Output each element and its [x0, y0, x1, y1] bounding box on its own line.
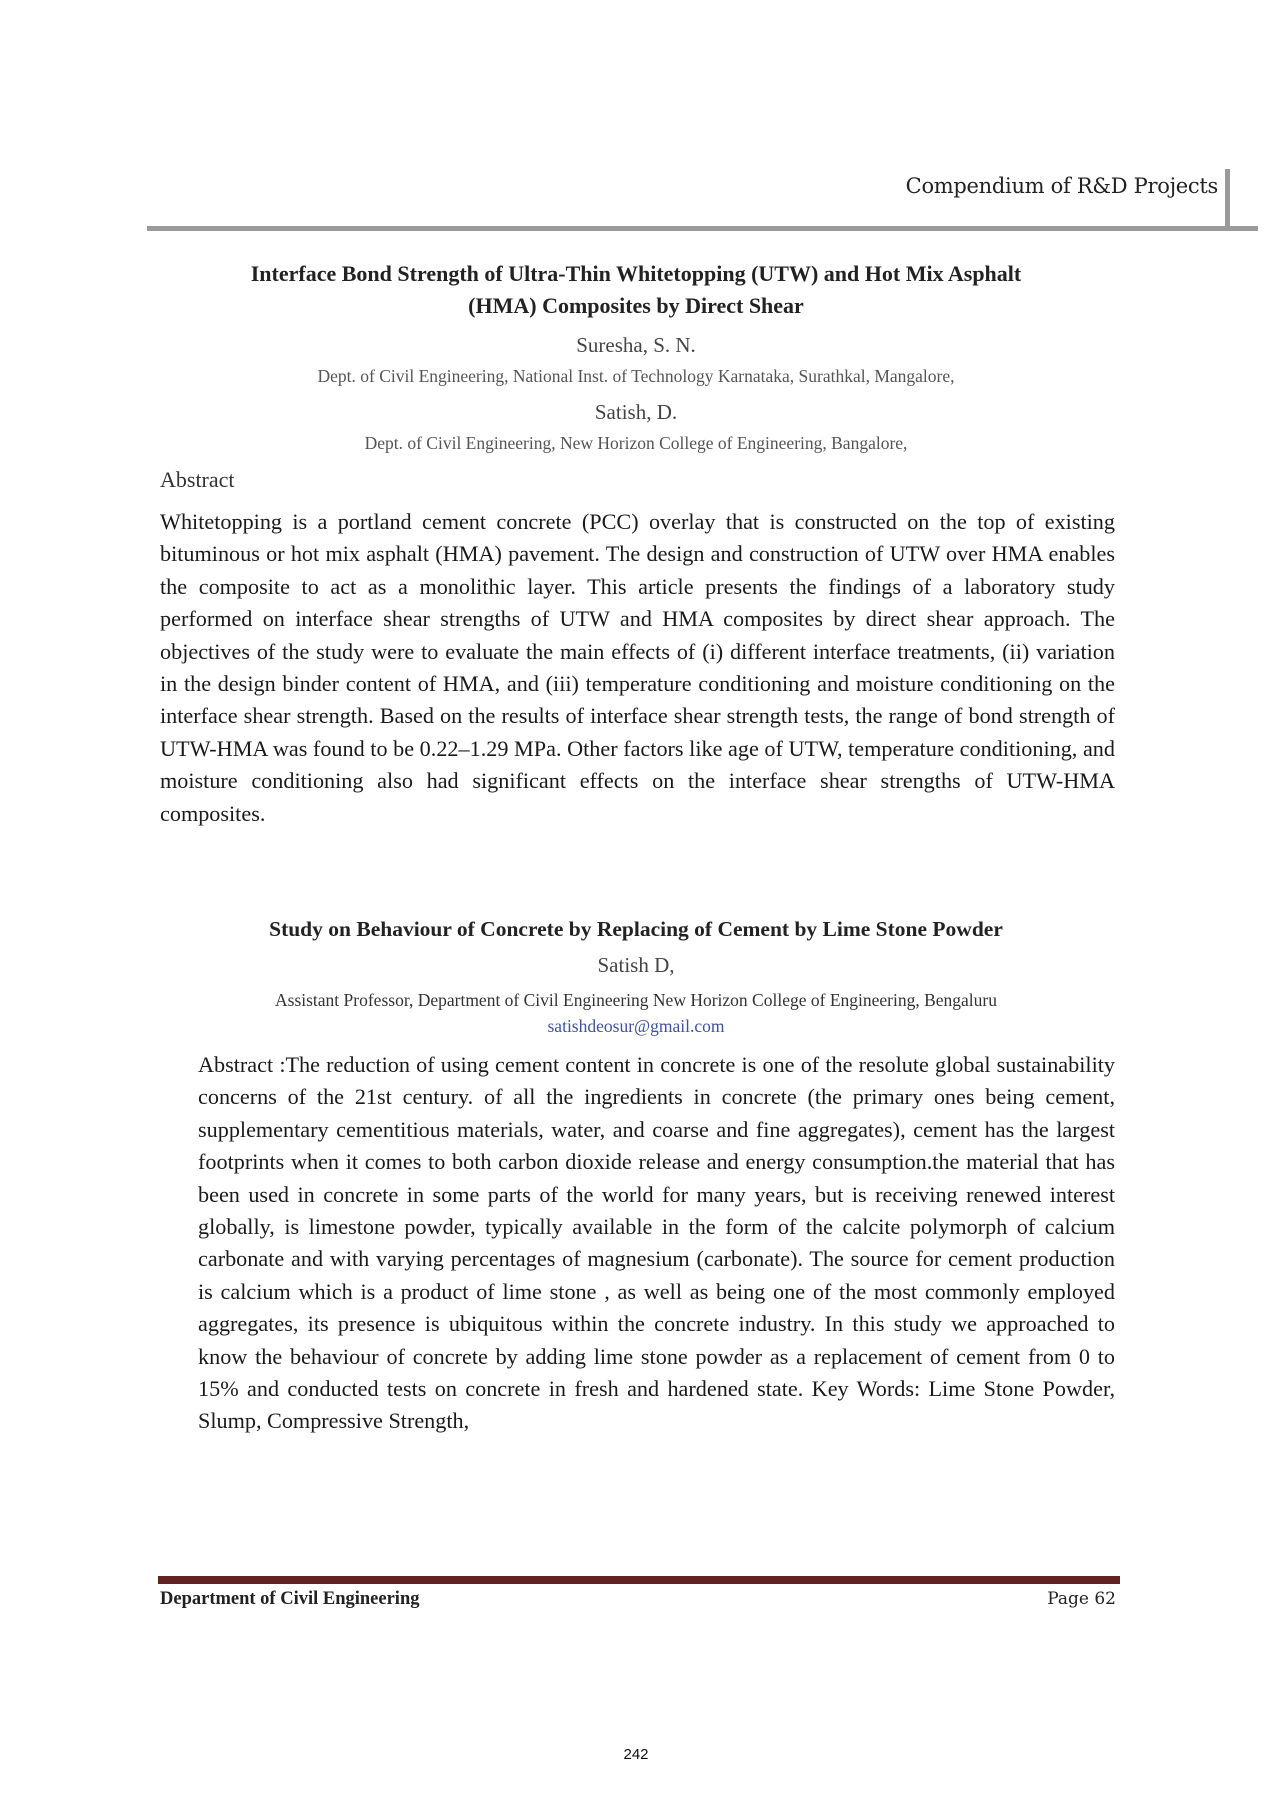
article-2-email-link[interactable]: satishdeosur@gmail.com: [547, 1016, 725, 1036]
article-1-author-2: Satish, D.: [594, 400, 678, 424]
footer-rule: [158, 1576, 1120, 1584]
running-header-title: Compendium of R&D Projects: [905, 174, 1218, 198]
article-1-affiliation-1: Dept. of Civil Engineering, National Inst. of Technology Karnataka, Surathkal, Mangalore,: [317, 366, 955, 386]
header-vertical-rule: [1225, 169, 1230, 231]
article-1-title-line-2: (HMA) Composites by Direct Shear: [468, 293, 804, 318]
article-1-title: [0, 258, 1272, 322]
header-rule: [147, 226, 1258, 231]
article-1-abstract-body: Whitetopping is a portland cement concrete (PCC) overlay that is constructed on the top of existing bituminous or hot mix asphalt (HMA) pavement. The design and construction of UTW over HMA enables the composite to act as a monolithic layer. This article presents the findings of a laboratory study performed on interface shear strengths of UTW and HMA composites by direct shear approach. The objectives of the study were to evaluate the main effects of (i) different interface treatments, (ii) variation in the design binder content of HMA, and (iii) temperature conditioning and moisture conditioning on the interface shear strength. Based on the results of interface shear strength tests, the range of bond strength of UTW-HMA was found to be 0.22–1.29 MPa. Other factors like age of UTW, temperature conditioning, and moisture conditioning also had significant effects on the interface shear strengths of UTW-HMA composites.: [160, 509, 1115, 826]
article-2-author: Satish D,: [597, 953, 675, 977]
article-1-author-1: Suresha, S. N.: [576, 333, 696, 357]
article-1-title-line-1: Interface Bond Strength of Ultra-Thin Whitetopping (UTW) and Hot Mix Asphalt: [250, 261, 1022, 286]
page-number: 242: [623, 1746, 649, 1763]
article-2-affiliation: Assistant Professor, Department of Civil Engineering New Horizon College of Engineering, Bengaluru: [275, 990, 997, 1010]
article-2-title: Study on Behaviour of Concrete by Replacing of Cement by Lime Stone Powder: [269, 917, 1003, 941]
footer-department: Department of Civil Engineering: [160, 1589, 420, 1609]
article-1-abstract-label: Abstract: [160, 467, 235, 492]
article-1-affiliation-2: Dept. of Civil Engineering, New Horizon College of Engineering, Bangalore,: [364, 433, 908, 453]
footer-page-label: Page 62: [1047, 1589, 1116, 1609]
article-2-abstract-body: Abstract :The reduction of using cement content in concrete is one of the resolute global sustainability concerns of the 21st century. of all the ingredients in concrete (the primary ones being cement, supplementary cementitious materials, water, and coarse and fine aggregates), cement has the largest footprints when it comes to both carbon dioxide release and energy consumption.the material that has been used in concrete in some parts of the world for many years, but is receiving renewed interest globally, is limestone powder, typically available in the form of the calcite polymorph of calcium carbonate and with varying percentages of magnesium (carbonate). The source for cement production is calcium which is a product of lime stone , as well as being one of the most commonly employed aggregates, its presence is ubiquitous within the concrete industry. In this study we approached to know the behaviour of concrete by adding lime stone powder as a replacement of cement from 0 to 15% and conducted tests on concrete in fresh and hardened state. Key Words: Lime Stone Powder, Slump, Compressive Strength,: [198, 1052, 1115, 1434]
